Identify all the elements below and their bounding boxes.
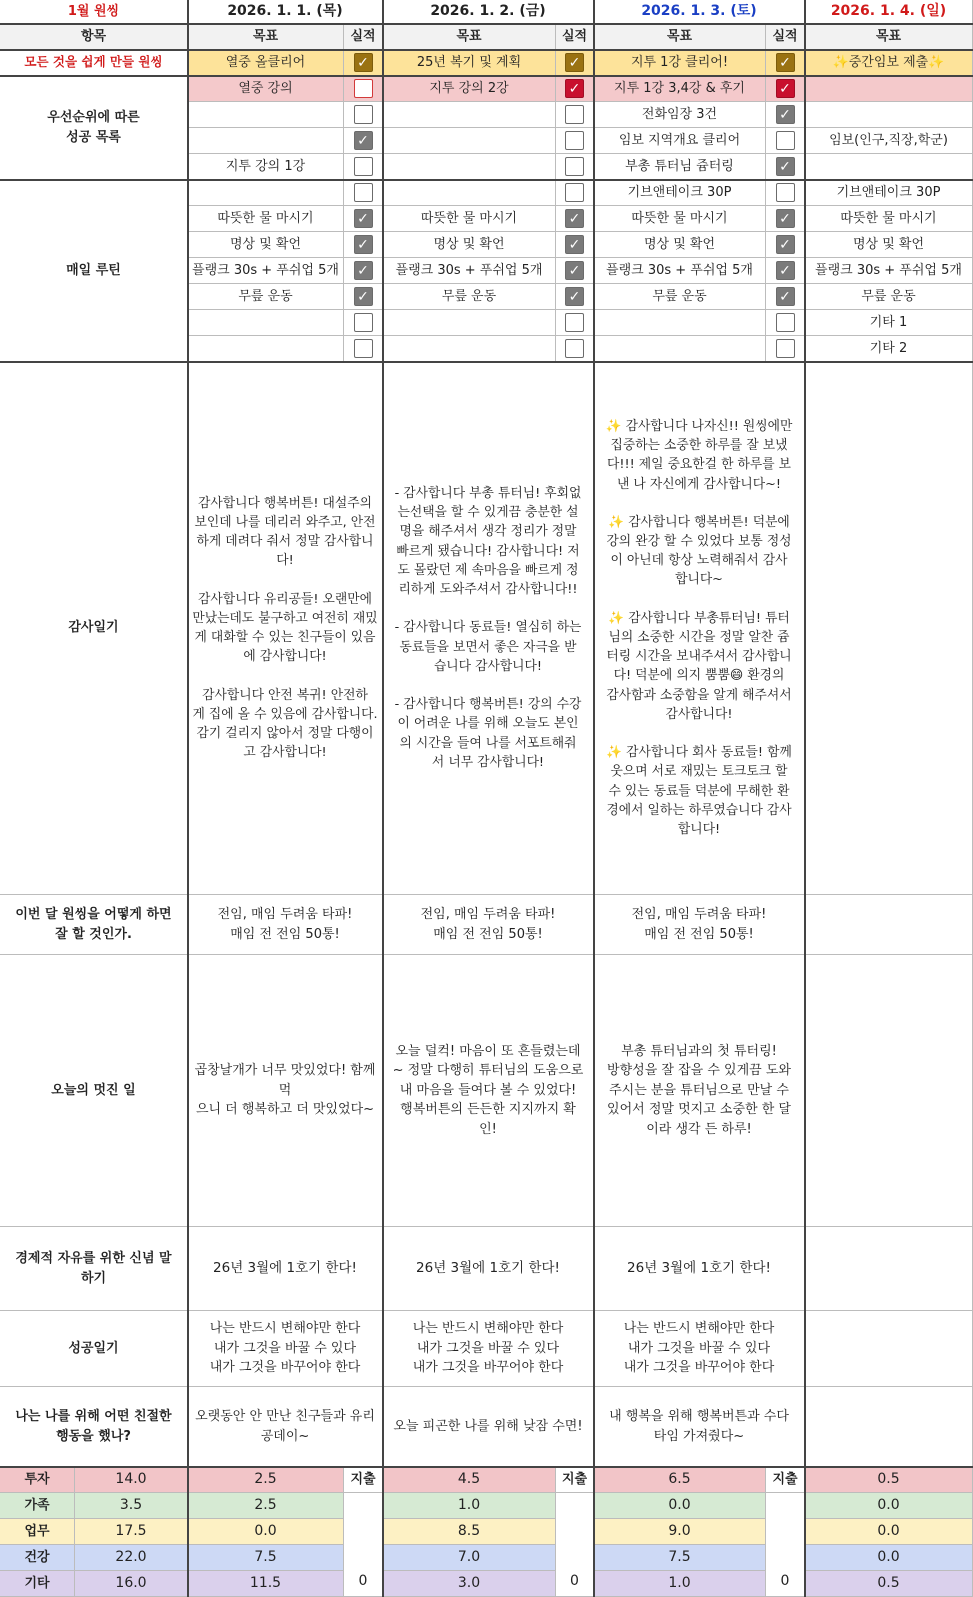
time-total-5: 16.0 <box>75 1571 188 1597</box>
date-header-3: 2026. 1. 3. (토) <box>594 0 805 24</box>
how-to-label: 이번 달 원씽을 어떻게 하면 잘 할 것인가. <box>0 895 188 955</box>
time-value-4-3: 7.5 <box>594 1545 766 1571</box>
routine-checkbox-2-3[interactable]: ✓ <box>776 209 795 228</box>
priority-check-cell-1-3 <box>766 76 805 102</box>
priority-goal-2-2 <box>383 102 556 128</box>
month-title: 1월 원씽 <box>0 0 188 24</box>
routine-label: 매일 루틴 <box>0 180 188 362</box>
routine-check-cell-2-3 <box>766 206 805 232</box>
routine-goal-5-2: 무릎 운동 <box>383 284 556 310</box>
routine-checkbox-6-3[interactable] <box>776 313 795 332</box>
routine-goal-1-3: 기브앤테이크 30P <box>594 180 766 206</box>
priority-goal-3-3: 임보 지역개요 클리어 <box>594 128 766 154</box>
routine-check-cell-1-1 <box>344 180 383 206</box>
belief-text-1: 26년 3월에 1호기 한다! <box>188 1227 383 1311</box>
priority-checkbox-1-3[interactable]: ✓ <box>776 79 795 98</box>
routine-checkbox-5-3[interactable]: ✓ <box>776 287 795 306</box>
expense-header-2: 지출 <box>556 1467 594 1493</box>
kindness-text-1: 오랫동안 안 만난 친구들과 유리 공데이~ <box>188 1387 383 1467</box>
routine-check-cell-2-2 <box>556 206 594 232</box>
routine-goal-4-3: 플랭크 30s + 푸쉬업 5개 <box>594 258 766 284</box>
goal-header-2: 목표 <box>383 24 556 50</box>
routine-check-cell-4-1 <box>344 258 383 284</box>
wonderful-text-2: 오늘 덜컥! 마음이 또 흔들렸는데 ~ 정말 다행히 튜터님의 도움으로 내 마음을 들여다 볼 수 있었다! 행복버튼의 든든한 지지까지 확 인! <box>383 955 594 1227</box>
routine-check-cell-3-3 <box>766 232 805 258</box>
priority-goal-4-2 <box>383 154 556 180</box>
routine-check-cell-1-3 <box>766 180 805 206</box>
routine-goal-2-3: 따뜻한 물 마시기 <box>594 206 766 232</box>
gratitude-text-1: 감사합니다 행복버튼! 대설주의 보인데 나를 데리러 와주고, 안전 하게 데려다 줘서 정말 감사합니다! 감사합니다 유리공들! 오랜만에 만났는데도 불구하고 여전히 재밌 게 대화할 수 있는 친구들이 있음 에 감사합니다! 감사합니다 안전 복귀! 안전하 게 집에 올 수 있음에 감사합니다. 감기 걸리지 않아서 정말 다행이 고 감사합니다! <box>188 362 383 895</box>
one-thing-checkbox-2[interactable]: ✓ <box>565 53 584 72</box>
wonderful-text-4 <box>805 955 973 1227</box>
one-thing-goal-2: 25년 복기 및 계획 <box>383 50 556 76</box>
row-divider <box>0 23 973 25</box>
routine-check-cell-3-2 <box>556 232 594 258</box>
routine-checkbox-4-2[interactable]: ✓ <box>565 261 584 280</box>
routine-checkbox-7-3[interactable] <box>776 339 795 358</box>
routine-check-cell-5-3 <box>766 284 805 310</box>
routine-goal-6-3 <box>594 310 766 336</box>
routine-goal-6-1 <box>188 310 344 336</box>
one-thing-label: 모든 것을 쉽게 만들 원씽 <box>0 50 188 76</box>
priority-checkbox-3-2[interactable] <box>565 131 584 150</box>
routine-checkbox-3-1[interactable]: ✓ <box>354 235 373 254</box>
row-divider <box>0 361 973 363</box>
time-category-3: 업무 <box>0 1519 75 1545</box>
gratitude-text-4 <box>805 362 973 895</box>
goal-header-3: 목표 <box>594 24 766 50</box>
time-value-1-2: 4.5 <box>383 1467 556 1493</box>
one-thing-check-cell-1 <box>344 50 383 76</box>
date-header-4: 2026. 1. 4. (일) <box>805 0 973 24</box>
row-divider <box>0 75 973 77</box>
success-text-1: 나는 반드시 변해야만 한다 내가 그것을 바꿀 수 있다 내가 그것을 바꾸어야 한다 <box>188 1311 383 1387</box>
routine-check-cell-6-1 <box>344 310 383 336</box>
routine-goal-2-2: 따뜻한 물 마시기 <box>383 206 556 232</box>
row-divider <box>0 179 973 181</box>
gratitude-label: 감사일기 <box>0 362 188 895</box>
gratitude-text-2: - 감사합니다 부총 튜터님! 후회없 는선택을 할 수 있게끔 충분한 설 명을 해주셔서 생각 정리가 정말 빠르게 됐습니다! 감사합니다! 저 도 몰랐던 제 속마음을 빠르게 정 리하게 도와주셔서 감사합니다!! - 감사합니다 동료들! 열심히 하는 동료들을 보면서 좋은 자극을 받 습니다 감사합니다! - 감사합니다 행복버튼! 강의 수강 이 어려운 나를 위해 오늘도 본인 의 시간을 들여 나를 서포트해줘 서 너무 감사합니다! <box>383 362 594 895</box>
routine-goal-1-2 <box>383 180 556 206</box>
how-to-text-2: 전임, 매임 두려움 타파! 매임 전 전임 50통! <box>383 895 594 955</box>
time-category-1: 투자 <box>0 1467 75 1493</box>
routine-goal-1-4: 기브앤테이크 30P <box>805 180 973 206</box>
routine-check-cell-5-2 <box>556 284 594 310</box>
one-thing-check-cell-3 <box>766 50 805 76</box>
done-header-2: 실적 <box>556 24 594 50</box>
routine-goal-1-1 <box>188 180 344 206</box>
routine-checkbox-4-1[interactable]: ✓ <box>354 261 373 280</box>
routine-checkbox-7-1[interactable] <box>354 339 373 358</box>
routine-check-cell-1-2 <box>556 180 594 206</box>
time-value-1-3: 6.5 <box>594 1467 766 1493</box>
belief-label: 경제적 자유를 위한 신념 말 하기 <box>0 1227 188 1311</box>
one-thing-check-cell-2 <box>556 50 594 76</box>
success-text-4 <box>805 1311 973 1387</box>
expense-value-1: 0 <box>344 1493 383 1597</box>
time-value-4-2: 7.0 <box>383 1545 556 1571</box>
priority-goal-1-4 <box>805 76 973 102</box>
priority-checkbox-1-2[interactable]: ✓ <box>565 79 584 98</box>
routine-goal-7-1 <box>188 336 344 362</box>
priority-check-cell-3-3 <box>766 128 805 154</box>
routine-check-cell-7-1 <box>344 336 383 362</box>
time-total-3: 17.5 <box>75 1519 188 1545</box>
done-header-3: 실적 <box>766 24 805 50</box>
time-value-1-1: 2.5 <box>188 1467 344 1493</box>
priority-goal-3-1 <box>188 128 344 154</box>
time-value-2-2: 1.0 <box>383 1493 556 1519</box>
priority-checkbox-2-2[interactable] <box>565 105 584 124</box>
one-thing-checkbox-1[interactable]: ✓ <box>354 53 373 72</box>
time-value-5-4: 0.5 <box>805 1571 973 1597</box>
priority-goal-1-3: 지투 1강 3,4강 & 후기 <box>594 76 766 102</box>
priority-checkbox-4-3[interactable]: ✓ <box>776 157 795 176</box>
routine-goal-4-4: 플랭크 30s + 푸쉬업 5개 <box>805 258 973 284</box>
routine-goal-6-2 <box>383 310 556 336</box>
routine-checkbox-3-3[interactable]: ✓ <box>776 235 795 254</box>
routine-goal-7-2 <box>383 336 556 362</box>
success-text-2: 나는 반드시 변해야만 한다 내가 그것을 바꿀 수 있다 내가 그것을 바꾸어야 한다 <box>383 1311 594 1387</box>
date-header-2: 2026. 1. 2. (금) <box>383 0 594 24</box>
routine-goal-2-1: 따뜻한 물 마시기 <box>188 206 344 232</box>
wonderful-text-3: 부총 튜터님과의 첫 튜터링! 방향성을 잘 잡을 수 있게끔 도와 주시는 분을 튜터님으로 만날 수 있어서 정말 멋지고 소중한 한 달 이라 생각 든 하루! <box>594 955 805 1227</box>
priority-goal-1-1: 열중 강의 <box>188 76 344 102</box>
routine-checkbox-6-1[interactable] <box>354 313 373 332</box>
routine-checkbox-2-1[interactable]: ✓ <box>354 209 373 228</box>
time-value-3-3: 9.0 <box>594 1519 766 1545</box>
time-category-5: 기타 <box>0 1571 75 1597</box>
belief-text-3: 26년 3월에 1호기 한다! <box>594 1227 805 1311</box>
time-value-4-4: 0.0 <box>805 1545 973 1571</box>
goal-header-1: 목표 <box>188 24 344 50</box>
routine-checkbox-1-1[interactable] <box>354 183 373 202</box>
routine-check-cell-6-3 <box>766 310 805 336</box>
routine-goal-3-1: 명상 및 확언 <box>188 232 344 258</box>
priority-check-cell-1-2 <box>556 76 594 102</box>
kindness-text-3: 내 행복을 위해 행복버튼과 수다 타임 가져줬다~ <box>594 1387 805 1467</box>
time-total-1: 14.0 <box>75 1467 188 1493</box>
routine-goal-5-1: 무릎 운동 <box>188 284 344 310</box>
priority-label: 우선순위에 따른 성공 목록 <box>0 76 188 180</box>
priority-checkbox-2-1[interactable] <box>354 105 373 124</box>
priority-checkbox-2-3[interactable]: ✓ <box>776 105 795 124</box>
priority-goal-3-4: 임보(인구,직장,학군) <box>805 128 973 154</box>
priority-check-cell-2-1 <box>344 102 383 128</box>
wonderful-label: 오늘의 멋진 일 <box>0 955 188 1227</box>
priority-check-cell-2-3 <box>766 102 805 128</box>
priority-goal-4-3: 부총 튜터님 쥼터링 <box>594 154 766 180</box>
column-divider <box>382 0 384 1597</box>
time-value-3-4: 0.0 <box>805 1519 973 1545</box>
routine-check-cell-4-2 <box>556 258 594 284</box>
routine-goal-3-2: 명상 및 확언 <box>383 232 556 258</box>
time-value-5-1: 11.5 <box>188 1571 344 1597</box>
goal-header-4: 목표 <box>805 24 973 50</box>
time-value-2-1: 2.5 <box>188 1493 344 1519</box>
date-header-1: 2026. 1. 1. (목) <box>188 0 383 24</box>
time-value-1-4: 0.5 <box>805 1467 973 1493</box>
one-thing-goal-1: 열중 올클리어 <box>188 50 344 76</box>
time-value-5-3: 1.0 <box>594 1571 766 1597</box>
time-value-2-4: 0.0 <box>805 1493 973 1519</box>
routine-check-cell-3-1 <box>344 232 383 258</box>
priority-check-cell-3-2 <box>556 128 594 154</box>
priority-checkbox-3-3[interactable] <box>776 131 795 150</box>
priority-check-cell-1-1 <box>344 76 383 102</box>
expense-header-1: 지출 <box>344 1467 383 1493</box>
routine-goal-5-4: 무릎 운동 <box>805 284 973 310</box>
time-value-5-2: 3.0 <box>383 1571 556 1597</box>
routine-goal-7-4: 기타 2 <box>805 336 973 362</box>
routine-checkbox-3-2[interactable]: ✓ <box>565 235 584 254</box>
column-divider <box>593 0 595 1597</box>
priority-goal-2-1 <box>188 102 344 128</box>
time-category-2: 가족 <box>0 1493 75 1519</box>
routine-check-cell-5-1 <box>344 284 383 310</box>
routine-checkbox-5-2[interactable]: ✓ <box>565 287 584 306</box>
routine-checkbox-1-3[interactable] <box>776 183 795 202</box>
routine-check-cell-7-2 <box>556 336 594 362</box>
wonderful-text-1: 곱창날개가 너무 맛있었다! 함께 먹 으니 더 행복하고 더 맛있었다~ <box>188 955 383 1227</box>
routine-check-cell-7-3 <box>766 336 805 362</box>
kindness-label: 나는 나를 위해 어떤 친절한 행동을 했나? <box>0 1387 188 1467</box>
routine-checkbox-5-1[interactable]: ✓ <box>354 287 373 306</box>
one-thing-checkbox-3[interactable]: ✓ <box>776 53 795 72</box>
priority-goal-4-4 <box>805 154 973 180</box>
item-header: 항목 <box>0 24 188 50</box>
priority-checkbox-4-2[interactable] <box>565 157 584 176</box>
routine-check-cell-2-1 <box>344 206 383 232</box>
priority-checkbox-4-1[interactable] <box>354 157 373 176</box>
routine-goal-2-4: 따뜻한 물 마시기 <box>805 206 973 232</box>
routine-goal-3-3: 명상 및 확언 <box>594 232 766 258</box>
time-total-4: 22.0 <box>75 1545 188 1571</box>
column-divider <box>187 0 189 1597</box>
how-to-text-3: 전임, 매임 두려움 타파! 매임 전 전임 50통! <box>594 895 805 955</box>
routine-goal-7-3 <box>594 336 766 362</box>
routine-goal-3-4: 명상 및 확언 <box>805 232 973 258</box>
routine-checkbox-1-2[interactable] <box>565 183 584 202</box>
one-thing-goal-4: ✨중간임보 제출✨ <box>805 50 973 76</box>
kindness-text-4 <box>805 1387 973 1467</box>
routine-check-cell-6-2 <box>556 310 594 336</box>
priority-check-cell-4-3 <box>766 154 805 180</box>
priority-check-cell-4-2 <box>556 154 594 180</box>
routine-goal-6-4: 기타 1 <box>805 310 973 336</box>
time-category-4: 건강 <box>0 1545 75 1571</box>
time-total-2: 3.5 <box>75 1493 188 1519</box>
routine-checkbox-7-2[interactable] <box>565 339 584 358</box>
routine-checkbox-2-2[interactable]: ✓ <box>565 209 584 228</box>
priority-goal-2-3: 전화임장 3건 <box>594 102 766 128</box>
done-header-1: 실적 <box>344 24 383 50</box>
expense-header-3: 지출 <box>766 1467 805 1493</box>
routine-checkbox-6-2[interactable] <box>565 313 584 332</box>
column-divider <box>804 0 806 1597</box>
row-divider <box>0 1466 973 1468</box>
time-value-4-1: 7.5 <box>188 1545 344 1571</box>
expense-value-3: 0 <box>766 1493 805 1597</box>
priority-checkbox-1-1[interactable] <box>354 79 373 98</box>
one-thing-goal-3: 지투 1강 클리어! <box>594 50 766 76</box>
time-value-2-3: 0.0 <box>594 1493 766 1519</box>
routine-goal-4-1: 플랭크 30s + 푸쉬업 5개 <box>188 258 344 284</box>
gratitude-text-3: ✨ 감사합니다 나자신!! 원씽에만 집중하는 소중한 하루를 잘 보냈 다!!! 제일 중요한걸 한 하루를 보 낸 나 자신에게 감사합니다~! ✨ 감사합니다 행복버튼! 덕분에 강의 완강 할 수 있었다 보통 정성 이 아닌데 항상 노력해줘서 감사 합니다~ ✨ 감사합니다 부총튜터님! 튜터 님의 소중한 시간을 정말 알찬 쥼 터링 시간을 보내주셔서 감사합니 다! 덕분에 의지 뿜뿜😄 환경의 감사함과 소중함을 알게 해주셔서 감사합니다! ✨ 감사합니다 회사 동료들! 함께 웃으며 서로 재밌는 토크토크 할 수 있는 동료들 덕분에 무해한 환 경에서 일하는 하루였습니다 감사 합니다! <box>594 362 805 895</box>
success-label: 성공일기 <box>0 1311 188 1387</box>
row-divider <box>0 49 973 51</box>
priority-check-cell-3-1 <box>344 128 383 154</box>
routine-goal-4-2: 플랭크 30s + 푸쉬업 5개 <box>383 258 556 284</box>
priority-check-cell-4-1 <box>344 154 383 180</box>
routine-goal-5-3: 무릎 운동 <box>594 284 766 310</box>
belief-text-4 <box>805 1227 973 1311</box>
priority-goal-1-2: 지투 강의 2강 <box>383 76 556 102</box>
belief-text-2: 26년 3월에 1호기 한다! <box>383 1227 594 1311</box>
success-text-3: 나는 반드시 변해야만 한다 내가 그것을 바꿀 수 있다 내가 그것을 바꾸어야 한다 <box>594 1311 805 1387</box>
priority-goal-2-4 <box>805 102 973 128</box>
how-to-text-1: 전임, 매임 두려움 타파! 매임 전 전임 50통! <box>188 895 383 955</box>
time-value-3-2: 8.5 <box>383 1519 556 1545</box>
priority-checkbox-3-1[interactable]: ✓ <box>354 131 373 150</box>
routine-check-cell-4-3 <box>766 258 805 284</box>
priority-check-cell-2-2 <box>556 102 594 128</box>
time-value-3-1: 0.0 <box>188 1519 344 1545</box>
kindness-text-2: 오늘 피곤한 나를 위해 낮잠 수면! <box>383 1387 594 1467</box>
priority-goal-3-2 <box>383 128 556 154</box>
routine-checkbox-4-3[interactable]: ✓ <box>776 261 795 280</box>
expense-value-2: 0 <box>556 1493 594 1597</box>
priority-goal-4-1: 지투 강의 1강 <box>188 154 344 180</box>
how-to-text-4 <box>805 895 973 955</box>
